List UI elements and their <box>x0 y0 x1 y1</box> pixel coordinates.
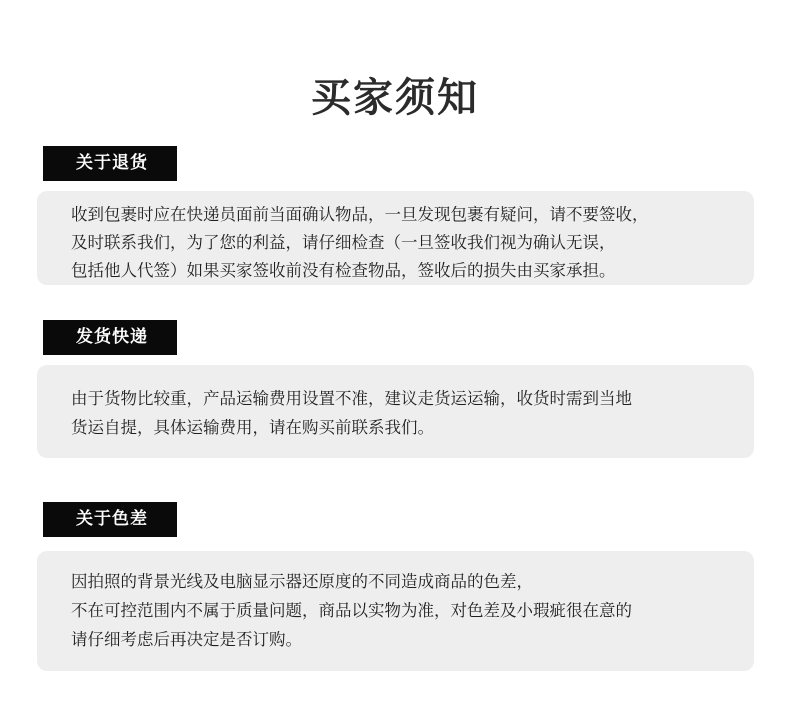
section-label-color-difference: 关于色差 <box>43 502 177 537</box>
notice-box-color-difference <box>37 551 754 671</box>
section-label-return: 关于退货 <box>43 146 177 181</box>
notice-text-line: 请仔细考虑后再决定是否订购。 <box>71 630 302 649</box>
notice-text-line: 因拍照的背景光线及电脑显示器还原度的不同造成商品的色差， <box>71 572 533 591</box>
page-title: 买家须知 <box>311 75 479 121</box>
section-label-shipping: 发货快递 <box>43 320 177 355</box>
notice-box-return <box>37 191 754 285</box>
notice-text-line: 收到包裹时应在快递员面前当面确认物品，一旦发现包裹有疑问，请不要签收， <box>71 205 649 224</box>
notice-text-line: 由于货物比较重，产品运输费用设置不准，建议走货运运输，收货时需到当地 <box>71 389 632 408</box>
notice-text-line: 货运自提，具体运输费用，请在购买前联系我们。 <box>71 418 434 437</box>
notice-box-shipping <box>37 365 754 458</box>
notice-text-line: 不在可控范围内不属于质量问题，商品以实物为准，对色差及小瑕疵很在意的 <box>71 601 632 620</box>
notice-text-line: 及时联系我们，为了您的利益，请仔细检查（一旦签收我们视为确认无误， <box>71 233 616 252</box>
notice-text-line: 包括他人代签）如果买家签收前没有检查物品，签收后的损失由买家承担。 <box>71 261 616 280</box>
